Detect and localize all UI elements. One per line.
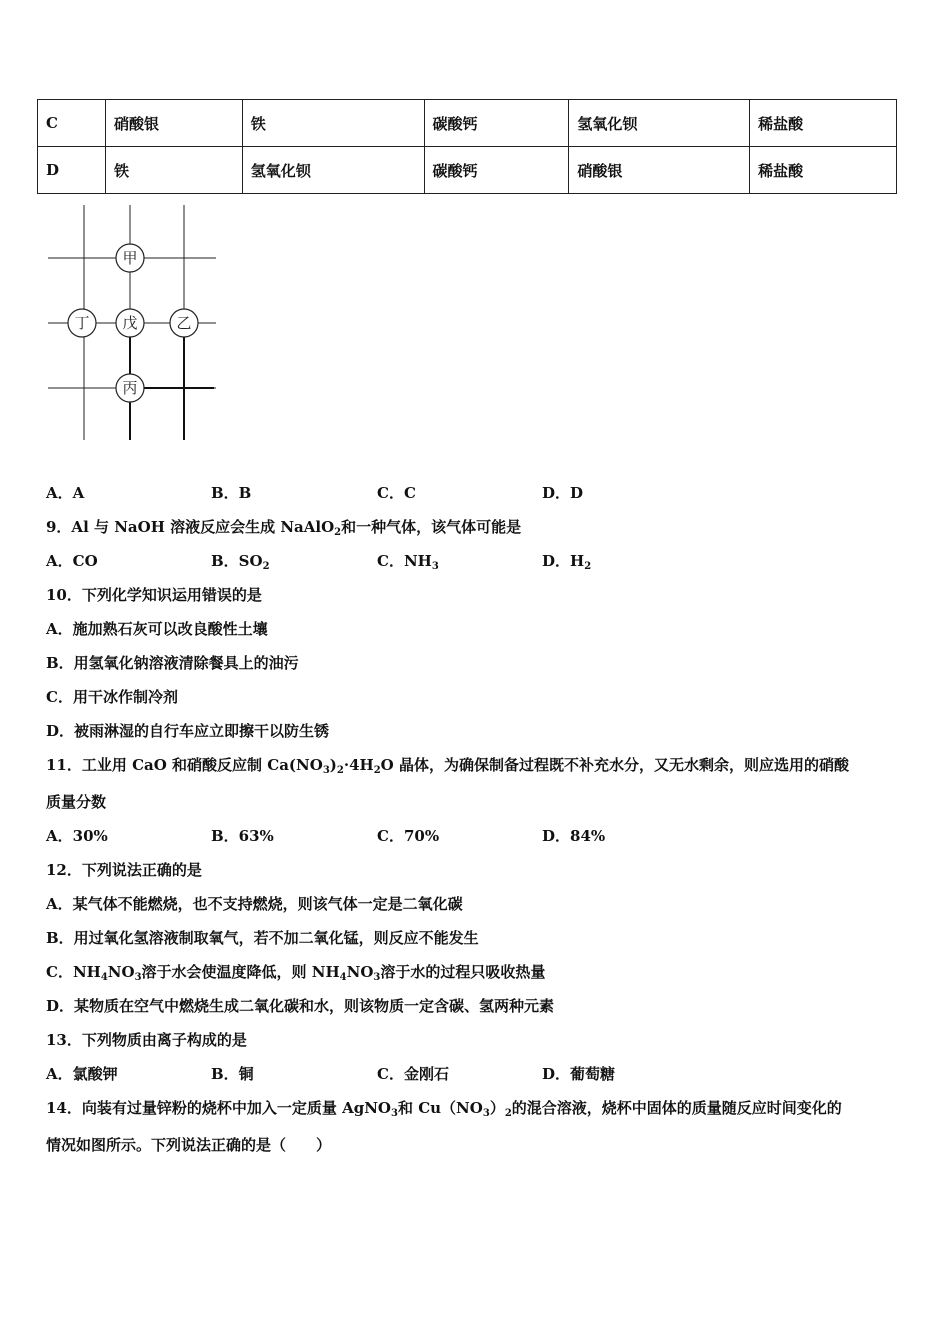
reaction-grid-diagram <box>44 205 224 445</box>
node-top-label: 甲 <box>122 249 138 267</box>
table-cell: 稀盐酸 <box>750 100 897 147</box>
q14-stem: 14．向装有过量锌粉的烧杯中加入一定质量 AgNO$_3$和 $Cu(NO_3)_2$的混合溶液，烧杯中固体的质量随反应时间变化的 <box>46 1099 842 1119</box>
q9-option-b: B．$SO_2$ <box>211 552 270 572</box>
q12-option-a: A．某气体不能燃烧，也不支持燃烧，则该气体一定是二氧化碳 <box>46 895 463 913</box>
table-cell: 铁 <box>242 100 424 147</box>
table-cell: 铁 <box>105 147 242 194</box>
q11-option-b: B．63% <box>211 827 274 845</box>
q11-stem-line2: 质量分数 <box>46 793 107 811</box>
q10-stem: 10．下列化学知识运用错误的是 <box>46 586 262 604</box>
node-right-label: 乙 <box>176 314 192 332</box>
row-label: D <box>38 147 106 194</box>
q12-stem: 12．下列说法正确的是 <box>46 861 202 879</box>
q10-option-a: A．施加熟石灰可以改良酸性土壤 <box>46 620 268 638</box>
q11-stem: 11．工业用 CaO 和硝酸反应制 $Ca(NO_3)_2\cdot 4H_2O$ 晶体，为确保制备过程既不补充水分，又无水剩余，则应选用的硝酸 <box>46 756 849 776</box>
table-cell: 氢氧化钡 <box>242 147 424 194</box>
q8-option-c: C．C <box>377 484 416 502</box>
node-left-label: 丁 <box>74 314 90 332</box>
q9-option-d: D．$H_2$ <box>542 552 592 572</box>
q10-option-c: C．用干冰作制冷剂 <box>46 688 178 706</box>
q11-option-a: A．30% <box>46 827 108 845</box>
q12-option-d: D．某物质在空气中燃烧生成二氧化碳和水，则该物质一定含碳、氢两种元素 <box>46 997 555 1015</box>
q14-stem-line2: 情况如图所示。下列说法正确的是（ ） <box>46 1136 332 1154</box>
q12-option-b: B．用过氧化氢溶液制取氧气，若不加二氧化锰，则反应不能发生 <box>46 929 479 947</box>
q9-option-c: C．$NH_3$ <box>377 552 439 572</box>
q13-stem: 13．下列物质由离子构成的是 <box>46 1031 247 1049</box>
q10-option-d: D．被雨淋湿的自行车应立即擦干以防生锈 <box>46 722 330 740</box>
row-label: C <box>38 100 106 147</box>
q9-stem: 9．Al 与 NaOH 溶液反应会生成 NaAlO$_2$和一种气体，该气体可能是 <box>46 518 522 538</box>
table-cell: 稀盐酸 <box>750 147 897 194</box>
node-bottom-label: 丙 <box>122 379 138 397</box>
table-cell: 碳酸钙 <box>424 100 569 147</box>
q13-option-b: B．铜 <box>211 1065 254 1083</box>
q12-option-c: C．$NH_4NO_3$溶于水会使温度降低，则 $NH_4NO_3$溶于水的过程只吸收热量 <box>46 963 546 983</box>
table-row <box>38 100 897 147</box>
table-row <box>38 147 897 194</box>
q10-option-b: B．用氢氧化钠溶液清除餐具上的油污 <box>46 654 299 672</box>
table-cell: 硝酸银 <box>105 100 242 147</box>
q13-option-a: A．氯酸钾 <box>46 1065 118 1083</box>
q11-option-d: D．84% <box>542 827 606 845</box>
q9-option-a: A．CO <box>46 552 98 570</box>
q8-option-a: A．A <box>46 484 85 502</box>
table-cell: 碳酸钙 <box>424 147 569 194</box>
table-cell: 硝酸银 <box>569 147 750 194</box>
node-center-label: 戊 <box>122 314 138 332</box>
q13-option-c: C．金刚石 <box>377 1065 449 1083</box>
q8-option-b: B．B <box>211 484 252 502</box>
q11-option-c: C．70% <box>377 827 440 845</box>
q13-option-d: D．葡萄糖 <box>542 1065 616 1083</box>
reagent-table <box>37 99 897 194</box>
table-cell: 氢氧化钡 <box>569 100 750 147</box>
q8-option-d: D．D <box>542 484 584 502</box>
